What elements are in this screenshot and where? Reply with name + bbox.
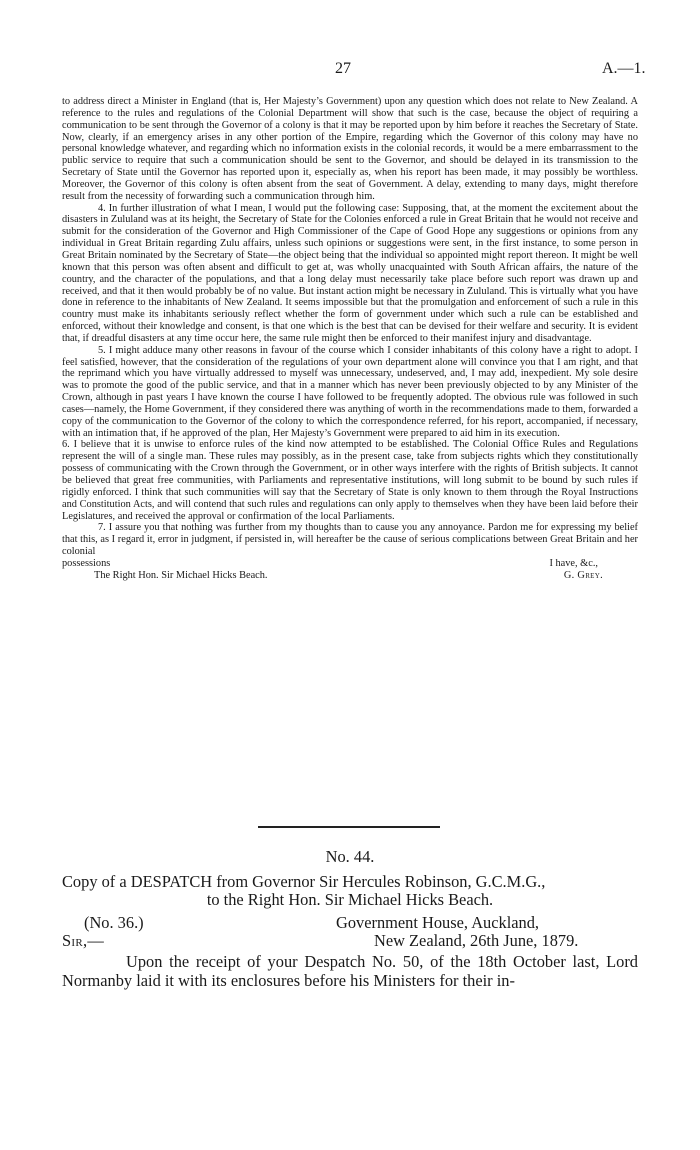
page-number: 27 [335,60,351,77]
letter-paragraph-4: 4. In further illustration of what I mean, I would put the following case: Supposing, that, at the moment the excitement about the disasters in Zululand was at its height, the Secretary of State for the Colonies enforced a rule in Great Britain that he would not receive and submit for the consideration of the Governor and High Commissioner of the Cape of Good Hope any suggestions or opinions from any individual in Great Britain regarding Zulu affairs, unless such opinions or suggestions were sent, in the first instance, to some person in Great Britain nominated by the Secretary of State—the object being that the individual so appointed might report thereon. It might be well known that this person was often absent and difficult to get at, was wholly unacquainted with South African affairs, the nature of the country, and the character of the populations, and that a long delay must necessarily take place before such report was drawn up and received, and that it then would probably be of no value. But instant action might be necessary in Zululand. This is virtually what you have done in reference to the inhabitants of New Zealand. It seems impossible but that the promulgation and enforcement of such a rule in this country must make its inhabitants seriously reflect whether the form of government under which such a rule can be established and enforced, without their knowledge and consent, is that one which is the best that can be devised for their welfare and security. It is evident that, if dreadful disasters at any time occur here, the same rule might then be enforced to their manifest injury and disadvantage. [62,202,638,344]
closing-formula: I have, &c., [549,557,598,569]
despatch-section [62,848,638,990]
despatch-opening-paragraph: Upon the receipt of your Despatch No. 50, of the 18th October last, Lord Normanby laid it with its enclosures before his Ministers for their in- [62,951,638,990]
letter-paragraph-5: 5. I might adduce many other reasons in favour of the course which I consider inhabitants of this colony have a right to adopt. I feel satisfied, however, that the consideration of the regulations of your own department alone will convince you that I am right, and that the reprimand which you have virtually addressed to myself was unnecessary, undeserved, and, I may add, inexpedient. My sole desire was to promote the good of the public service, and that in a manner which has never been previously objected to by any Minister of the Crown, although in past years I have known the course I have followed to be frequently adopted. The obvious rule was followed in such cases—namely, the Home Government, if they considered there was anything of worth in the recommendations made to them, forwarded a copy of the communication to the Governor of the colony to which the correspondence referred, for his report, accompanied, if necessary, with an intimation that, if he approved of the plan, Her Majesty’s Government were prepared to aid him in its execution. [62,344,638,439]
despatch-number: No. 44. [325,847,375,866]
letter-paragraph-6: 6. I believe that it is unwise to enforce rules of the kind now attempted to be established. The Colonial Office Rules and Regulations represent the will of a single man. These rules may possibly, as in the present case, take from subjects rights which they constitutionally possess of communicating with the Crown through the Government, or in other ways interfere with the rights of British subjects. It cannot be believed that great free communities, with Parliaments and representative institutions, will long submit to be bound by such rules if rigidly enforced. I think that such communities will say that the Secretary of State is only known to them through the Royal Instructions and Constitution Acts, and will contend that such rules and regulations can only apply to themselves when they have been laid before their Legislatures, and received the approval or confirmation of the local Parliaments. [62,439,638,522]
signature: G. Grey. [563,569,603,581]
despatch-salutation-row [62,932,638,951]
despatch-place: Government House, Auckland, [336,912,540,932]
document-reference: A.—1. [602,60,646,77]
letter-paragraph-continuation: to address direct a Minister in England (that is, Her Majesty’s Government) upon any question which does not relate to New Zealand. A reference to the rules and regulations of the Colonial Department will show that such is the case, because the object of requiring a communication to be sent through the Governor of a colony is that it may be reported upon by him before it reaches the Secretary of State. Now, clearly, if an emergency arises in any other portion of the Empire, regarding which the Governor of this colony may have no personal knowledge whatever, and regarding which no information exists in the colonial records, it would be a mere embarrassment to the public service to require that such a communication should be sent to the Governor, and should be delayed in its transmission to the Secretary of State until the Governor has reported upon it, especially as, when his report has been made, it may possibly be worthless. Moreover, the Governor of this colony is often absent from the seat of Government. A delay, extending to many days, might therefore result from the necessity of forwarding such a communication through him. [62,96,638,202]
despatch-title-line-1: Copy of a DESPATCH from Governor Sir Hercules Robinson, G.C.M.G., [62,871,546,891]
signature-row [62,570,638,582]
letter-paragraph-7: 7. I assure you that nothing was further from my thoughts than to cause you any annoyance. Pardon me for expressing my belief that this, as I regard it, error in judgment, if persisted in, will hereafter be the cause of serious complications between Great Britain and her colonial [62,522,638,558]
section-divider [258,826,440,828]
despatch-ref-number: (No. 36.) [84,912,144,932]
despatch-title-line-2: to the Right Hon. Sir Michael Hicks Beach. [206,890,494,910]
despatch-salutation: Sir,— [62,931,105,951]
despatch-ref-row [62,914,638,933]
letter-body [62,96,638,582]
closing-row [62,558,638,570]
addressee: The Right Hon. Sir Michael Hicks Beach. [94,569,268,581]
closing-text: possessions [62,557,111,569]
despatch-date: New Zealand, 26th June, 1879. [374,931,579,951]
